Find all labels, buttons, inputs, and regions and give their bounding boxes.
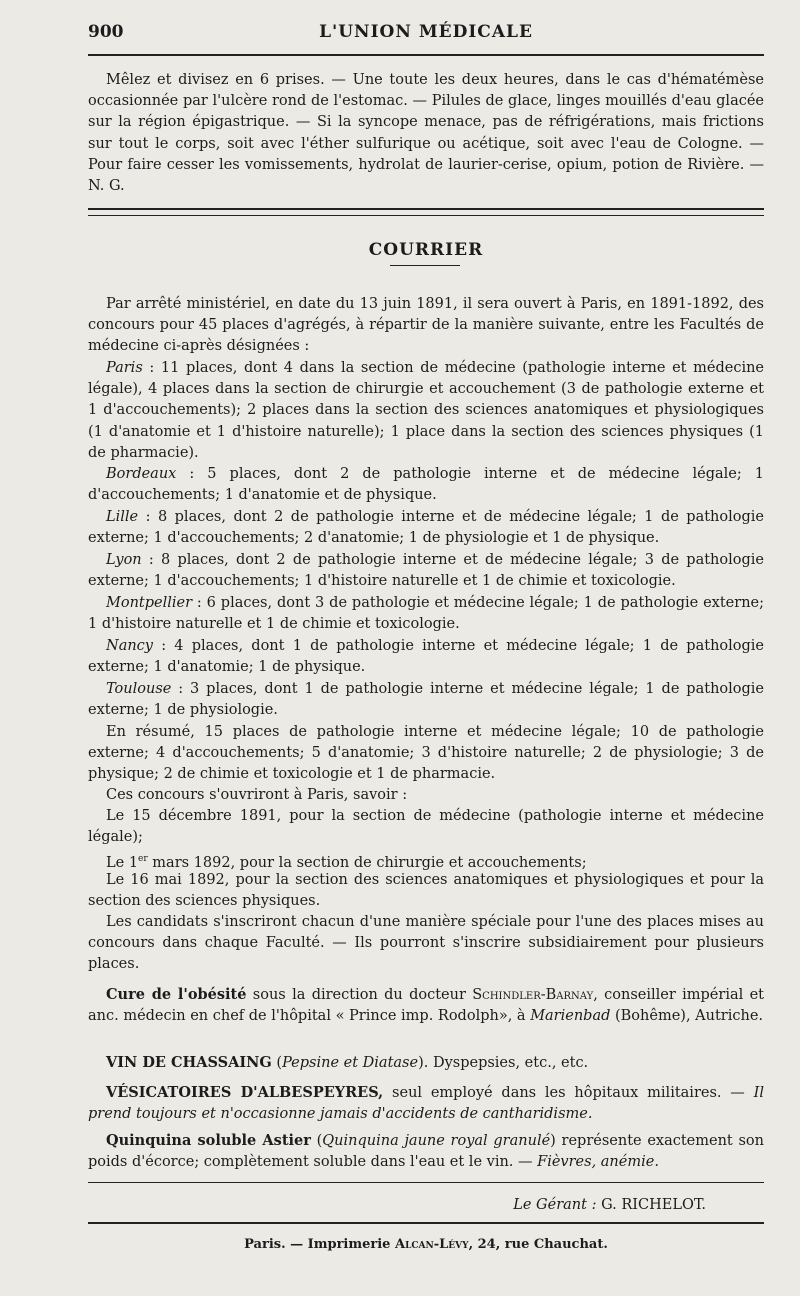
faculty-text: : 8 places, dont 2 de pathologie interne et de médecine légale; 3 de pathologie externe; 1 d'accouchements; 1 d'histoire naturelle et 1 de chimie et toxicologie. xyxy=(88,552,764,590)
date-text: Le 1 xyxy=(106,854,139,871)
faculty-city: Montpellier xyxy=(106,595,193,611)
faculty-text: : 5 places, dont 2 de pathologie interne et de médecine légale; 1 d'accouchements; 1 d'anatomie et de physique. xyxy=(88,466,764,504)
faculty-lille xyxy=(88,507,764,549)
concours-intro: Ces concours s'ouvriront à Paris, savoir : xyxy=(106,787,408,803)
ad-italic: Pepsine et Diatase xyxy=(282,1055,419,1071)
ad-text: ( xyxy=(271,1055,283,1071)
faculty-montpellier xyxy=(88,593,764,635)
ad-text: ( xyxy=(310,1133,323,1149)
gerant-label: Le Gérant : xyxy=(513,1197,597,1213)
faculty-toulouse xyxy=(88,679,764,721)
gerant-signature xyxy=(88,1197,706,1213)
faculty-bordeaux xyxy=(88,464,764,506)
place-name: Marienbad xyxy=(530,1008,611,1025)
faculty-nancy xyxy=(88,636,764,678)
candidats-paragraph: Les candidats s'inscriront chacun d'une manière spéciale pour l'une des places mises au concours dans chaque Faculté. — Ils pourront s'inscrire subsidiairement pour plusieurs places. xyxy=(88,914,764,973)
ad-vin xyxy=(88,1052,764,1074)
doctor-name: Schindler-Barnay xyxy=(472,987,594,1003)
ad-text: sous la direction du docteur xyxy=(246,987,473,1003)
running-head xyxy=(88,22,764,52)
ad-text: ). Dyspepsies, etc., etc. xyxy=(418,1055,589,1071)
ad-title: Quinquina soluble Astier xyxy=(106,1132,311,1149)
journal-title: L'UNION MÉDICALE xyxy=(319,22,533,42)
faculty-text: : 6 places, dont 3 de pathologie et médecine légale; 1 de pathologie externe; 1 d'histoire naturelle et 1 de chimie et toxicologie. xyxy=(88,595,764,633)
faculty-text: : 8 places, dont 2 de pathologie interne et de médecine légale; 1 de pathologie externe; 1 d'accouchements; 2 d'anatomie; 1 de physiologie et 1 de physique. xyxy=(88,509,764,547)
page-number: 900 xyxy=(88,22,124,42)
faculty-text: : 4 places, dont 1 de pathologie interne et médecine légale; 1 de pathologie externe; 1 d'anatomie; 1 de physique. xyxy=(88,638,764,676)
ad-text: ) représente exactement son poids d'écorce; complètement soluble dans l'eau et le vin. — xyxy=(88,1133,764,1171)
ad-text: (Bohême), Autriche. xyxy=(610,1008,764,1025)
date-sciences: Le 16 mai 1892, pour la section des sciences anatomiques et physiologiques et pour la section des sciences physiques. xyxy=(88,872,764,910)
ad-obesite xyxy=(88,984,764,1027)
footer-rule xyxy=(88,1222,764,1224)
title-underline xyxy=(390,265,460,266)
ad-italic: Il prend toujours et n'occasionne jamais d'accidents de cantharidisme. xyxy=(88,1085,764,1123)
section-title: COURRIER xyxy=(368,240,484,260)
gerant-name: G. RICHELOT. xyxy=(601,1197,706,1213)
faculty-city: Lille xyxy=(106,509,139,525)
ad-vesicatoires xyxy=(88,1082,764,1125)
faculty-city: Paris xyxy=(106,360,143,376)
date-medecine: Le 15 décembre 1891, pour la section de médecine (pathologie interne et médecine légale); xyxy=(88,808,764,846)
ad-quinquina xyxy=(88,1130,764,1173)
faculty-text: : 11 places, dont 4 dans la section de médecine (pathologie interne et médecine légale), 4 places dans la section de chirurgie et accouchement (3 de pathologie externe et 1 d'accouchements); 2 places dans la section des sciences anatomiques et physiologiques (1 d'anatomie et 1 d'histoire naturelle); 1 place dans la section des sciences physiques (1 de pharmacie). xyxy=(88,360,764,461)
ad-italic: Quinquina jaune royal granulé xyxy=(322,1133,551,1149)
ad-italic: Fièvres, anémie. xyxy=(537,1154,659,1171)
date-text: mars 1892, pour la section de chirurgie et accouchements; xyxy=(147,854,587,871)
faculty-lyon xyxy=(88,550,764,592)
faculty-paris xyxy=(88,358,764,464)
footer-text: , 24, rue Chauchat. xyxy=(468,1237,608,1252)
faculty-city: Toulouse xyxy=(106,681,172,697)
ad-title: Cure de l'obésité xyxy=(106,986,247,1003)
faculty-city: Lyon xyxy=(106,552,142,568)
date-superscript: er xyxy=(138,854,148,864)
ad-text: , conseiller impérial et anc. médecin en chef de l'hôpital « Prince imp. Rodolph», à xyxy=(88,987,764,1025)
courrier-intro: Par arrêté ministériel, en date du 13 juin 1891, il sera ouvert à Paris, en 1891-1892, des concours pour 45 places d'agrégés, à répartir de la manière suivante, entre les Facultés de médecine ci-après désignées : xyxy=(88,296,764,355)
footer-text: Paris. — Imprimerie xyxy=(244,1237,395,1252)
ad-title: VÉSICATOIRES D'ALBESPEYRES, xyxy=(106,1084,384,1101)
printer-footer xyxy=(88,1237,764,1252)
faculty-text: : 3 places, dont 1 de pathologie interne et médecine légale; 1 de pathologie externe; 1 de physiologie. xyxy=(88,681,764,719)
faculty-city: Bordeaux xyxy=(106,466,177,482)
faculty-city: Nancy xyxy=(106,638,153,654)
closing-rule xyxy=(88,1182,764,1183)
ad-text: seul employé dans les hôpitaux militaires. — xyxy=(383,1085,754,1101)
ad-title: VIN DE CHASSAING xyxy=(106,1054,272,1071)
printer-name: Alcan-Lévy xyxy=(394,1237,469,1252)
intro-paragraph: Mêlez et divisez en 6 prises. — Une toute les deux heures, dans le cas d'hématémèse occasionnée par l'ulcère rond de l'estomac. — Pilules de glace, linges mouillés d'eau glacée sur la région épigastrique. — Si la syncope menace, pas de réfrigérations, mais frictions sur tout le corps, soit avec l'éther sulfurique ou acétique, soit avec l'eau de Cologne. — Pour faire cesser les vomissements, hydrolat de laurier-cerise, opium, potion de Rivière. — N. G. xyxy=(88,72,764,195)
section-divider xyxy=(88,208,764,216)
header-rule xyxy=(88,54,764,56)
resume-paragraph: En résumé, 15 places de pathologie interne et médecine légale; 10 de pathologie externe; 4 d'accouchements; 5 d'anatomie; 3 d'histoire naturelle; 2 de physiologie; 3 de physique; 2 de chimie et toxicologie et 1 de pharmacie. xyxy=(88,724,764,783)
